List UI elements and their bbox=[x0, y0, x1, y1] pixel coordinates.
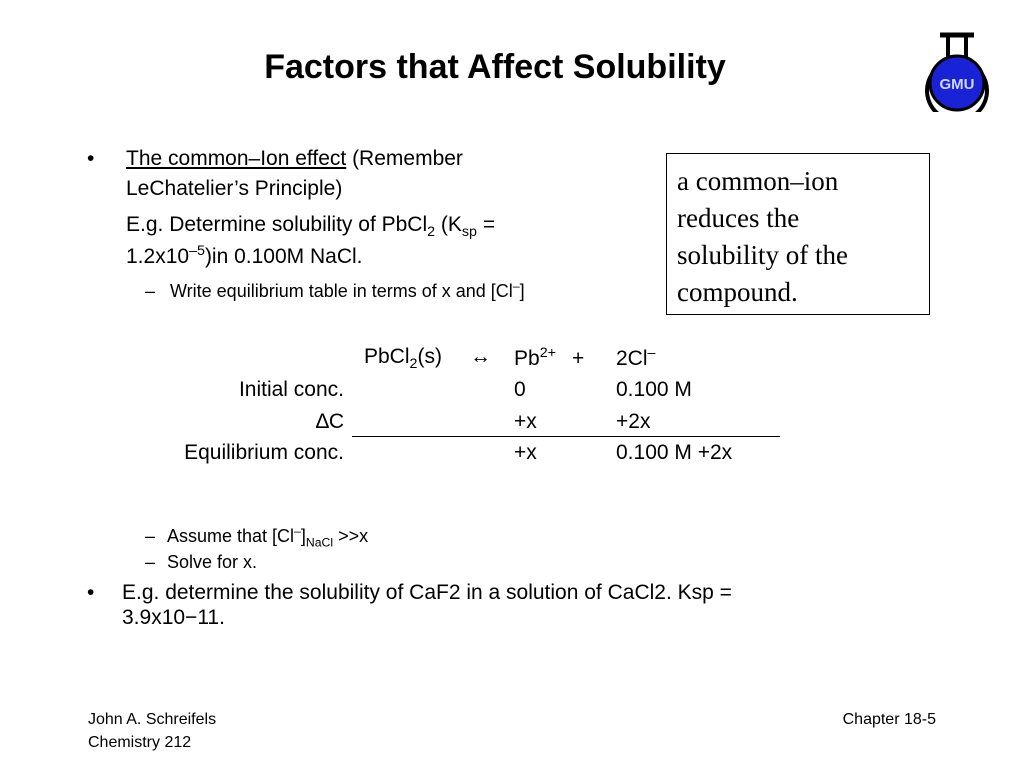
change-pb: +x bbox=[514, 410, 537, 433]
subitem-solve: Solve for x. bbox=[167, 552, 258, 572]
row-label-initial: Initial conc. bbox=[238, 378, 344, 401]
subitem-dash: – bbox=[145, 552, 156, 572]
equilibrium-arrow-icon: ↔ bbox=[470, 345, 491, 368]
callout-line: reduces the bbox=[677, 203, 800, 233]
subitem-dash: – bbox=[145, 526, 156, 546]
callout-line: compound. bbox=[677, 277, 798, 307]
footer-page-number: Chapter 18-5 bbox=[842, 711, 936, 728]
bullet2-line1: E.g. determine the solubility of CaF2 in a solution of CaCl2. Ksp = bbox=[122, 581, 732, 604]
callout-box bbox=[666, 153, 930, 315]
example-line2: $1.2x10^{-5})in$ 0.100M NaCl. bbox=[126, 243, 363, 268]
slide-title: Factors that Affect Solubility bbox=[264, 48, 726, 86]
row-label-change: ∆C bbox=[315, 410, 344, 433]
initial-pb: 0 bbox=[514, 378, 526, 401]
bullet1-line2: LeChatelier’s Principle) bbox=[126, 177, 343, 200]
bullet-marker: • bbox=[87, 147, 95, 170]
change-cl: +2x bbox=[616, 410, 651, 433]
bullet-marker: • bbox=[87, 581, 95, 604]
footer-author: John A. Schreifels bbox=[88, 711, 217, 728]
subitem-dash: – bbox=[145, 281, 156, 301]
common-ion-topic: The common–Ion effect bbox=[126, 147, 347, 170]
bullet1-line1: The common–Ion effect (Remember bbox=[126, 147, 463, 170]
subitem-equilibrium-table: Write equilibrium table in terms of x and [Cl–] bbox=[170, 279, 525, 301]
plus-sign: + bbox=[572, 347, 585, 370]
product-cl: 2Cl– bbox=[616, 345, 656, 370]
footer-course: Chemistry 212 bbox=[88, 734, 192, 751]
logo-text: GMU bbox=[939, 76, 975, 93]
callout-line: a common–ion bbox=[677, 166, 839, 196]
table-divider bbox=[352, 436, 780, 437]
product-pb: $Pb^{2+}$ bbox=[514, 345, 556, 370]
bullet2-line2: 3.9x10−11. bbox=[122, 606, 225, 629]
gmu-flask-logo bbox=[924, 30, 990, 112]
initial-cl: 0.100 M bbox=[616, 378, 692, 401]
reactant-pbcl2: PbCl$_2$(s) bbox=[364, 345, 442, 373]
equilibrium-pb: +x bbox=[514, 441, 537, 464]
callout-line: solubility of the bbox=[677, 240, 848, 270]
example-line1: E.g. Determine solubility of PbCl$_2$ ($K_{sp}$ = bbox=[126, 213, 496, 241]
subitem-assume: Assume that $[Cl^-]_{NaCl} >>x$ bbox=[167, 524, 369, 550]
row-label-equilibrium: Equilibrium conc. bbox=[184, 441, 344, 464]
equilibrium-cl: 0.100 M +2x bbox=[616, 441, 733, 464]
